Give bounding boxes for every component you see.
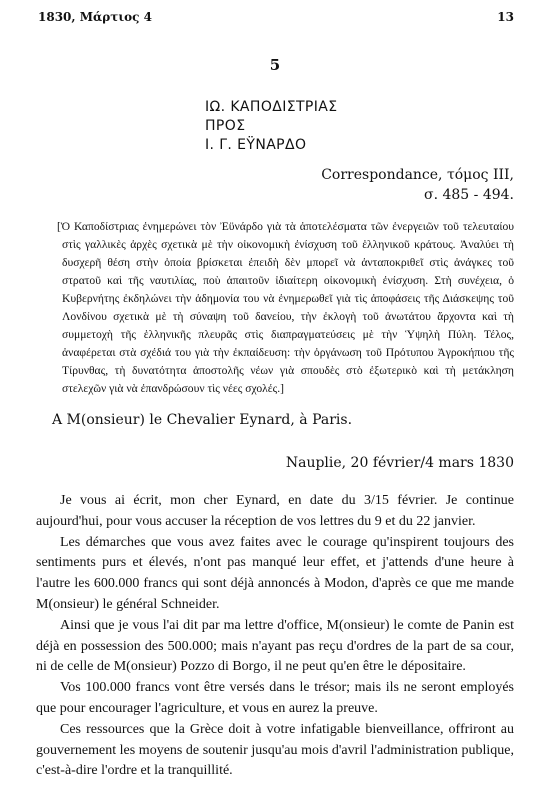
source-line-2: σ. 485 - 494. xyxy=(424,187,514,203)
document-number: 5 xyxy=(269,56,281,74)
running-header xyxy=(38,10,514,24)
body-paragraph: Vos 100.000 francs vont être versés dans le trésor; mais ils ne seront employés que pour encourager l'agriculture, et vous en aurez la preuve. xyxy=(36,680,514,716)
source-line-1: Correspondance, τόμος III, xyxy=(321,167,514,183)
letter-dateline: Nauplie, 20 février/4 mars 1830 xyxy=(285,455,514,471)
body-paragraph: Je vous ai écrit, mon cher Eynard, en date du 3/15 février. Je continue aujourd'hui, pour vous accuser la réception de vos lettres du 9 et du 22 janvier. xyxy=(36,493,514,529)
letter-heading xyxy=(205,98,338,155)
heading-to: ΠΡΟΣ xyxy=(205,118,246,134)
body-paragraph: Les démarches que vous avez faites avec le courage qu'inspirent toujours des sentiments purs et élevés, n'ont pas manqué leur effet, et j'attends d'une heure à l'autre les 600.000 francs qui sont déjà annoncés à Modon, d'après ce que me mande M(onsieur) le général Schneider. xyxy=(36,534,514,612)
letter-body xyxy=(36,491,514,782)
body-paragraph: Ces ressources que la Grèce doit à votre infatigable bienveillance, offriront au gouvernement les moyens de soutenir jusqu'au mois d'avril l'administration publique, c'est-à-dire l'ordre et la tranquillité. xyxy=(36,721,514,779)
source-reference xyxy=(321,165,514,205)
page-number: 13 xyxy=(497,10,514,24)
header-date: 1830, Μάρτιος 4 xyxy=(38,10,152,24)
body-paragraph: Ainsi que je vous l'ai dit par ma lettre d'office, M(onsieur) le comte de Panin est déjà en possession des 500.000; mais n'ayant pas reçu d'ordres de la part de sa cour, ni de celle de M(onsieur) Pozzo di Borgo, il ne peut qu'en être le dépositaire. xyxy=(36,617,514,675)
letter-address: A M(onsieur) le Chevalier Eynard, à Paris. xyxy=(52,412,353,428)
heading-recipient: Ι. Γ. ΕΫΝΑΡΔΟ xyxy=(205,137,307,153)
summary-paragraph: [Ὁ Καποδίστριας ἐνημερώνει τὸν Ἐϋνάρδο γιὰ τὰ ἀποτελέσματα τῶν ἐνεργειῶν τοῦ τελευταίου στὶς γαλλικὲς ἀρχὲς σχετικὰ μὲ τὴν οἰκονομικὴ ἐνίσχυση τοῦ ἑλληνικοῦ κράτους. Ἀναλύει τὴ δυσχερῆ θέση στὴν ὁποία βρίσκεται ἐπειδὴ δὲν μπορεῖ νὰ ἀνταποκριθεῖ στὶς ἀνάγκες τοῦ στρατοῦ καὶ τῆς ναυτιλίας, ποὺ ἀπαιτοῦν ἰδιαίτερη οἰκονομικὴ ἐνίσχυση. Στὴ συνέχεια, ὁ Κυβερνήτης ἐκδηλώνει τὴν ἀδημονία του νὰ ἐνημερωθεῖ γιὰ τὶς ἀποφάσεις τῆς Διάσκεψης τοῦ Λονδίνου σχετικὰ μὲ τὴ σύναψη τοῦ δανείου, τὴν ἐκλογὴ τοῦ ἀνωτάτου ἄρχοντα καὶ τὴ συμμετοχὴ τῆς ἑλληνικῆς πλευρᾶς στὶς διαπραγματεύσεις μὲ τὴν Ὑψηλὴ Πύλη. Τέλος, ἀναφέρεται στὰ σχέδιά του γιὰ τὴν ἐκπαίδευση: τὴν ὀργάνωση τοῦ Πρότυπου Ἀγροκήπιου τῆς Τίρυνθας, τὴ δυνατότητα ἀποστολῆς νέων γιὰ σπουδὲς στὸ ἐξωτερικὸ καὶ τὴ μετάκληση στελεχῶν γιὰ νὰ ἐπανδρώσουν τὶς νέες σχολές.] xyxy=(57,220,514,395)
heading-sender: ΙΩ. ΚΑΠΟΔΙΣΤΡΙΑΣ xyxy=(205,99,338,115)
